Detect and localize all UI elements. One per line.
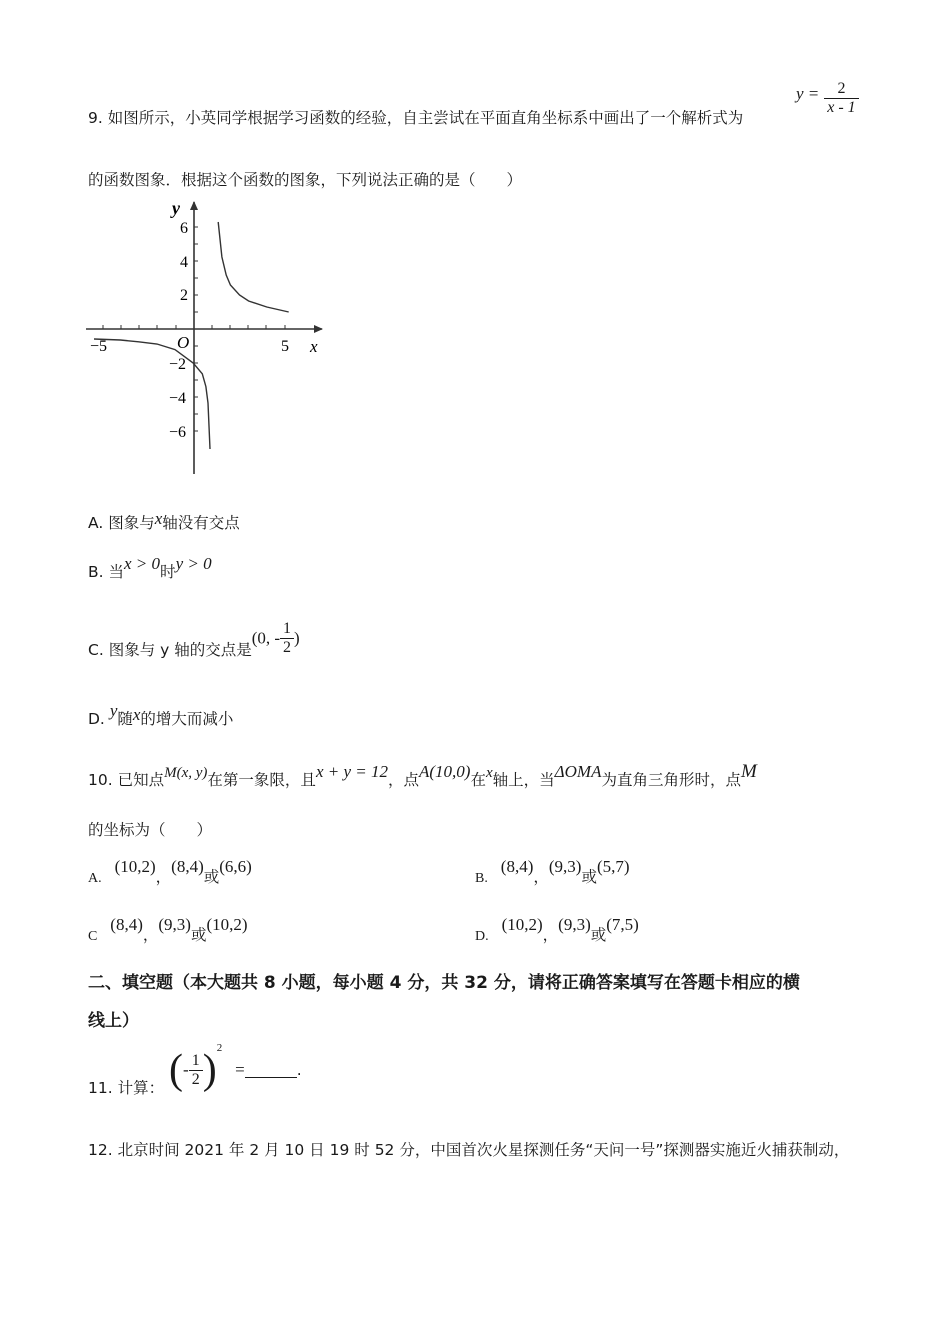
q9-option-c-text: 图象与 y 轴的交点是	[108, 641, 252, 659]
q11	[88, 1042, 302, 1097]
q11-sign: -	[183, 1060, 189, 1079]
q10-stem	[88, 761, 757, 791]
q10-point-a: A(10,0)	[419, 762, 471, 781]
q11-fraction	[189, 1052, 203, 1089]
q11-paren-close: )	[202, 1047, 217, 1093]
q11-answer-blank[interactable]	[245, 1063, 297, 1078]
q9-option-d-var-x: x	[132, 705, 141, 724]
graph-xtick-neg5: −5	[90, 338, 108, 355]
q9-formula-den: x - 1	[827, 99, 856, 116]
q9-stem	[88, 106, 743, 128]
q10-condition: x + y = 12	[315, 762, 388, 781]
q10-option-c-or: 或	[190, 926, 207, 944]
q10-text5: 轴上，当	[492, 771, 555, 789]
graph-origin-label: O	[177, 333, 190, 352]
graph-y-label: y	[172, 198, 180, 218]
q10-option-c-c1: (8,4)	[110, 915, 143, 934]
q10-text4: 在	[470, 771, 486, 789]
q9-function-graph	[84, 196, 334, 481]
q10-option-d-c2: (9,3)	[558, 915, 591, 934]
q9-option-b-label: B.	[88, 563, 104, 581]
q11-den: 2	[191, 1070, 200, 1088]
q12	[88, 1138, 849, 1160]
graph-ytick-2: 2	[180, 287, 188, 304]
q9-option-d-text1: 随	[117, 710, 133, 728]
q9-option-a-var: x	[154, 509, 163, 528]
q9-option-c-point-close: )	[294, 628, 300, 648]
q9-option-b-text2: 时	[160, 563, 176, 581]
q10-option-b[interactable]: B. (8,4)，(9,3)或(5,7)	[475, 857, 630, 886]
q10-text6: 为直角三角形时，点	[601, 771, 741, 789]
q12-number: 12.	[88, 1141, 113, 1159]
q9-stem-continued: 的函数图象．根据这个函数的图象，下列说法正确的是（ ）	[88, 171, 523, 189]
q10-option-b-c1: (8,4)	[500, 857, 534, 876]
q9-option-c-label: C.	[88, 641, 104, 659]
graph-ytick-neg2: −2	[169, 356, 187, 373]
q9-option-c-den: 2	[283, 639, 292, 656]
q10-option-d-c1: (10,2)	[501, 915, 543, 934]
q9-formula-fraction	[824, 80, 858, 117]
q10-axis-x: x	[485, 765, 493, 781]
q9-option-d-label: D.	[88, 710, 105, 728]
q9-option-d[interactable]	[88, 701, 234, 729]
q10-option-b-c3: (5,7)	[596, 857, 630, 876]
q11-number: 11.	[88, 1078, 113, 1097]
q9-option-c[interactable]	[88, 620, 300, 657]
q11-exponent: 2	[216, 1042, 223, 1054]
q10-text2: 在第一象限，且	[207, 771, 316, 789]
graph-xtick-5: 5	[281, 338, 289, 355]
q10-option-b-c2: (9,3)	[548, 857, 582, 876]
q10-option-d-label: D.	[475, 929, 489, 944]
q10-point-m-2: M	[741, 761, 757, 782]
graph-ytick-neg6: −6	[169, 424, 187, 441]
q10-option-a-c3: (6,6)	[219, 857, 252, 876]
q9-number: 9.	[88, 109, 103, 127]
q10-option-c-label: C	[88, 929, 98, 944]
q10-text3: ，点	[387, 771, 419, 789]
q10-triangle: ΔOMA	[554, 762, 602, 781]
q9-option-b-cond: x > 0	[124, 554, 161, 573]
q9-option-b-result: y > 0	[175, 554, 212, 573]
q11-paren-open: (	[169, 1047, 184, 1093]
q12-text: 北京时间 2021 年 2 月 10 日 19 时 52 分，中国首次火星探测任务“天问一号”探测器实施近火捕获制动，	[117, 1141, 850, 1159]
graph-ytick-4: 4	[180, 254, 188, 271]
q9-option-c-fraction	[280, 620, 294, 657]
q9-option-c-point-open: (0, -	[251, 628, 281, 648]
graph-ytick-6: 6	[180, 220, 188, 237]
q9-formula	[796, 80, 859, 117]
graph-x-label: x	[310, 337, 318, 356]
q10-option-c-c3: (10,2)	[206, 915, 248, 934]
graph-curve-left	[94, 339, 210, 449]
q9-formula-lhs: y =	[796, 84, 820, 103]
graph-curve-right	[218, 222, 289, 312]
q9-option-b[interactable]	[88, 554, 212, 582]
q10-option-a-c1: (10,2)	[114, 857, 156, 876]
q10-number: 10.	[88, 771, 113, 789]
q10-option-d[interactable]: D. (10,2)，(9,3)或(7,5)	[475, 915, 639, 944]
section-2-heading-line2: 线上）	[88, 1011, 139, 1031]
q11-equals: =	[235, 1060, 245, 1079]
q11-num: 1	[189, 1052, 203, 1071]
q9-option-b-text1: 当	[108, 563, 125, 581]
q10-option-a-c2: (8,4)	[171, 857, 204, 876]
q10-option-a[interactable]: A. (10,2)，(8,4)或(6,6)	[88, 857, 252, 886]
q10-text1: 已知点	[117, 771, 165, 789]
q10-option-a-label: A.	[88, 871, 102, 886]
section-2-heading-line1: 二、填空题（本大题共 8 小题，每小题 4 分，共 32 分，请将正确答案填写在答题卡相应的横	[88, 973, 800, 993]
q10-stem-continued: 的坐标为（ ）	[88, 821, 213, 839]
q10-option-d-or: 或	[590, 926, 607, 944]
q9-option-a[interactable]	[88, 511, 240, 533]
q10-option-b-or: 或	[581, 868, 597, 886]
q10-point-m: M(x, y)	[164, 765, 208, 781]
q10-option-a-or: 或	[203, 868, 220, 886]
q10-option-c-c2: (9,3)	[158, 915, 191, 934]
q9-option-a-text1: 图象与	[108, 514, 155, 532]
q10-option-c[interactable]: C (8,4)，(9,3)或(10,2)	[88, 915, 248, 944]
graph-ytick-neg4: −4	[169, 390, 187, 407]
q11-text: 计算：	[117, 1078, 165, 1097]
q11-period: .	[296, 1061, 302, 1079]
q9-option-c-num: 1	[280, 620, 294, 639]
q9-option-d-var-y: y	[109, 701, 118, 720]
q10-option-d-c3: (7,5)	[606, 915, 639, 934]
q9-option-d-text2: 的增大而减小	[140, 710, 234, 728]
q9-stem-text: 如图所示，小英同学根据学习函数的经验，自主尝试在平面直角坐标系中画出了一个解析式为	[107, 109, 744, 127]
q9-option-a-label: A.	[88, 514, 104, 532]
q9-formula-num: 2	[824, 80, 858, 99]
q10-option-b-label: B.	[475, 871, 488, 886]
q9-option-a-text2: 轴没有交点	[162, 514, 240, 532]
